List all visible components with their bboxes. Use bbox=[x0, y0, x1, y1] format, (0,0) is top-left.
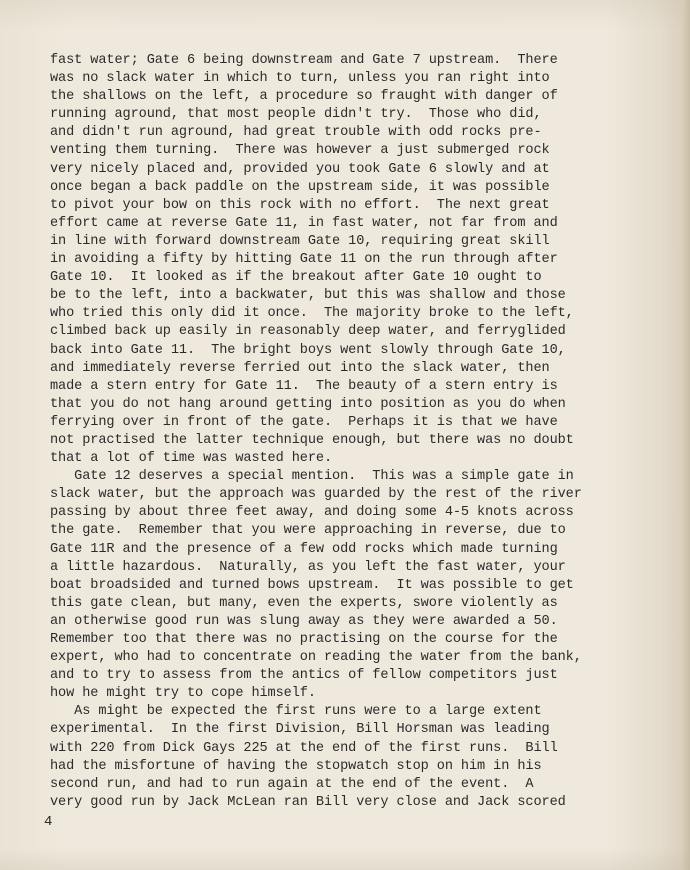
text-line: who tried this only did it once. The majority broke to the left, bbox=[50, 306, 574, 322]
text-line: and didn't run aground, had great trouble with odd rocks pre- bbox=[50, 125, 542, 141]
text-line: very good run by Jack McLean ran Bill very close and Jack scored bbox=[50, 794, 566, 810]
page-number: 4 bbox=[44, 814, 53, 830]
text-line: As might be expected the first runs were to a large extent bbox=[50, 704, 542, 720]
text-line: back into Gate 11. The bright boys went slowly through Gate 10, bbox=[50, 342, 566, 358]
text-line: that a lot of time was wasted here. bbox=[50, 451, 333, 467]
text-line: had the misfortune of having the stopwatch stop on him in his bbox=[50, 758, 542, 774]
text-line: once began a back paddle on the upstream side, it was possible bbox=[50, 179, 550, 195]
text-line: Gate 10. It looked as if the breakout after Gate 10 ought to bbox=[50, 270, 542, 286]
text-line: and to try to assess from the antics of fellow competitors just bbox=[50, 668, 558, 684]
text-line: not practised the latter technique enough, but there was no doubt bbox=[50, 432, 574, 448]
text-line: in avoiding a fifty by hitting Gate 11 on the run through after bbox=[50, 252, 558, 268]
text-line: that you do not hang around getting into position as you do when bbox=[50, 396, 566, 412]
body-text bbox=[50, 52, 620, 812]
text-line: expert, who had to concentrate on reading the water from the bank, bbox=[50, 650, 582, 666]
text-line: to pivot your bow on this rock with no effort. The next great bbox=[50, 197, 550, 213]
text-line: this gate clean, but many, even the experts, swore violently as bbox=[50, 595, 558, 611]
text-line: boat broadsided and turned bows upstream. It was possible to get bbox=[50, 577, 574, 593]
text-line: second run, and had to run again at the end of the event. A bbox=[50, 776, 534, 792]
text-line: was no slack water in which to turn, unless you ran right into bbox=[50, 71, 550, 87]
text-line: how he might try to cope himself. bbox=[50, 686, 316, 702]
text-line: Remember too that there was no practising on the course for the bbox=[50, 632, 558, 647]
text-line: venting them turning. There was however a just submerged rock bbox=[50, 143, 550, 159]
text-line: the shallows on the left, a procedure so fraught with danger of bbox=[50, 89, 558, 105]
text-line: running aground, that most people didn't try. Those who did, bbox=[50, 107, 542, 123]
text-line: be to the left, into a backwater, but this was shallow and those bbox=[50, 288, 566, 304]
text-line: in line with forward downstream Gate 10, requiring great skill bbox=[50, 233, 550, 249]
text-line: a little hazardous. Naturally, as you left the fast water, your bbox=[50, 559, 566, 575]
text-line: experimental. In the first Division, Bill Horsman was leading bbox=[50, 722, 550, 738]
text-line: Gate 11R and the presence of a few odd rocks which made turning bbox=[50, 541, 558, 557]
text-line: the gate. Remember that you were approaching in reverse, due to bbox=[50, 523, 566, 539]
text-line: very nicely placed and, provided you took Gate 6 slowly and at bbox=[50, 161, 550, 177]
text-line: fast water; Gate 6 being downstream and Gate 7 upstream. There bbox=[50, 53, 558, 68]
text-line: slack water, but the approach was guarded by the rest of the river bbox=[50, 487, 582, 503]
text-line: with 220 from Dick Gays 225 at the end of the first runs. Bill bbox=[50, 740, 558, 756]
text-line: Gate 12 deserves a special mention. This was a simple gate in bbox=[50, 469, 574, 485]
text-line: climbed back up easily in reasonably deep water, and ferryglided bbox=[50, 324, 566, 340]
text-line: effort came at reverse Gate 11, in fast water, not far from and bbox=[50, 215, 558, 231]
text-line: an otherwise good run was slung away as they were awarded a 50. bbox=[50, 613, 558, 629]
text-line: passing by about three feet away, and doing some 4-5 knots across bbox=[50, 505, 574, 521]
page-edge-shadow bbox=[682, 0, 690, 870]
text-line: ferrying over in front of the gate. Perhaps it is that we have bbox=[50, 414, 558, 430]
text-line: and immediately reverse ferried out into the slack water, then bbox=[50, 360, 550, 376]
text-line: made a stern entry for Gate 11. The beauty of a stern entry is bbox=[50, 378, 558, 394]
